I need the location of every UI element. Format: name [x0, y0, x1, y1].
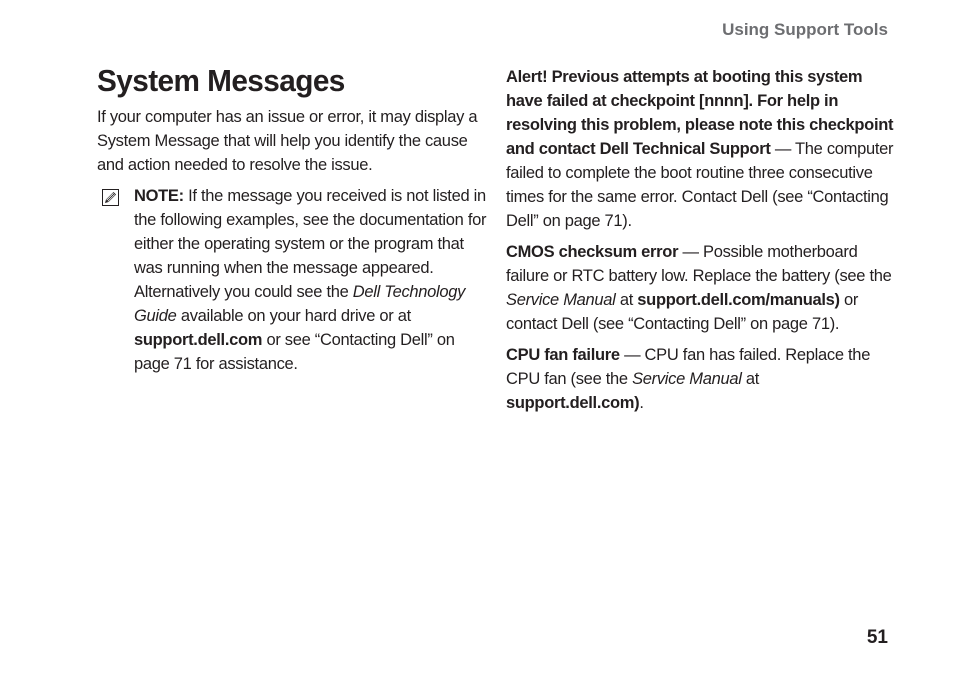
support-link[interactable]: support.dell.com — [134, 331, 263, 349]
message-desc: — CPU fan has failed. Replace the CPU fan (see the — [506, 346, 871, 388]
message-term: CPU fan failure — [506, 346, 620, 364]
right-column — [506, 65, 898, 422]
message-desc-middle: at — [745, 370, 760, 388]
guide-title: Dell Technology Guide — [134, 283, 466, 325]
left-column — [97, 105, 487, 373]
note-text-before: If the message you received is not listed in the following examples, see the documentation for either the operating system or the program that was running when the message appeared. Alternatively you could see the — [134, 187, 487, 301]
message-desc: — Possible motherboard failure or RTC battery low. Replace the battery (see the — [506, 243, 892, 285]
message-desc-after: . — [639, 394, 644, 412]
note-label: NOTE: — [134, 187, 184, 205]
message-term: Alert! Previous attempts at booting this system have failed at checkpoint [nnnn]. For help in resolving this problem, please note this checkpoint and contact Dell Technical Support — [506, 68, 894, 158]
service-manual-title: Service Manual — [632, 370, 742, 388]
message-cpu-fan — [506, 343, 898, 415]
intro-paragraph: If your computer has an issue or error, it may display a System Message that will help you identify the cause and action needed to resolve the issue. — [97, 108, 478, 174]
note-text-after: or see “Contacting Dell” on page 71 for assistance. — [134, 331, 455, 373]
running-header: Using Support Tools — [722, 20, 888, 39]
message-desc: — The computer failed to complete the boot routine three consecutive times for the same error. Contact Dell (see “Contacting Dell” on page 71). — [506, 140, 894, 230]
message-desc-after: or contact Dell (see “Contacting Dell” on page 71). — [506, 291, 859, 333]
message-alert-boot — [506, 65, 898, 233]
service-manual-title: Service Manual — [506, 291, 616, 309]
message-term: CMOS checksum error — [506, 243, 679, 261]
message-desc-middle: at — [619, 291, 633, 309]
message-cmos-checksum — [506, 240, 898, 336]
support-manuals-link[interactable]: support.dell.com/manuals) — [637, 291, 840, 309]
note-pencil-icon — [102, 189, 119, 206]
support-link[interactable]: support.dell.com) — [506, 394, 640, 412]
note-text-middle: available on your hard drive or at — [180, 307, 411, 325]
note-text — [134, 184, 487, 376]
page-number: 51 — [866, 627, 888, 648]
note-block — [97, 184, 487, 376]
page-title: System Messages — [97, 63, 345, 98]
